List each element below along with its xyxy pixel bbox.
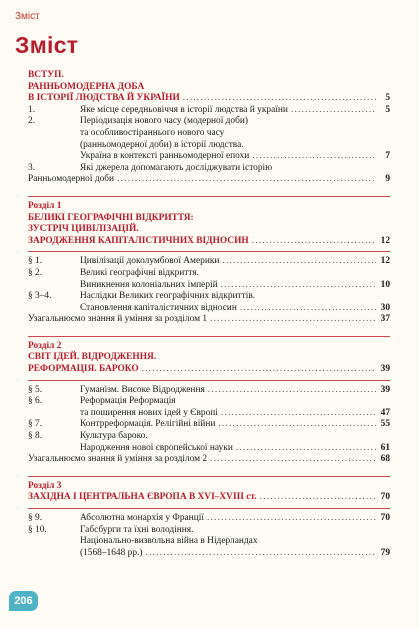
page-ref: 47	[380, 407, 390, 418]
section-heading	[28, 213, 390, 248]
table-of-contents	[28, 70, 390, 559]
divider-rule	[28, 380, 390, 381]
entry-number: 2.	[28, 116, 36, 127]
toc-entry	[28, 116, 390, 162]
page-ref: 39	[380, 384, 390, 395]
leader-dots	[210, 314, 376, 326]
entry-line: (ранньомодерної доби) в історії людства.	[80, 139, 244, 150]
entry-title: (1568–1648 рр.)	[80, 547, 143, 558]
leader-dots	[146, 548, 377, 560]
section-heading-text: ЗАРОДЖЕННЯ КАПІТАЛІСТИЧНИХ ВІДНОСИН	[28, 235, 249, 246]
entry-title: Контрреформація. Релігійні війни	[80, 419, 216, 430]
leader-dots	[183, 93, 376, 105]
toc-entry	[28, 396, 390, 419]
entry-line: Реформація Реформація	[80, 396, 176, 407]
entry-line-last	[80, 256, 390, 268]
entry-number: 3.	[28, 162, 36, 173]
entry-number: § 5.	[28, 384, 43, 395]
divider-rule	[28, 508, 390, 509]
entry-body	[80, 525, 390, 560]
entry-body	[80, 396, 390, 419]
section-heading	[28, 352, 390, 375]
entry-number: 1.	[28, 104, 36, 115]
divider-rule	[28, 196, 390, 197]
divider-rule	[28, 476, 390, 477]
entry-line-last	[80, 548, 390, 560]
entry-number: § 9.	[28, 513, 43, 523]
toc-entry	[28, 385, 390, 397]
entry-title: Гуманізм. Високе Відродження	[80, 384, 205, 395]
leader-dots	[260, 492, 376, 504]
entry-line-last	[80, 513, 390, 525]
section-heading-line: ВСТУП.	[28, 70, 64, 80]
leader-dots	[221, 280, 376, 292]
toc-entry	[28, 431, 390, 454]
page-ref: 37	[380, 314, 390, 325]
entry-number: § 3–4.	[28, 291, 52, 302]
page-ref: 12	[380, 235, 390, 246]
leader-dots	[117, 174, 376, 186]
entry-title: Україна в контексті ранньомодерної епохи	[80, 151, 250, 162]
page-ref: 12	[380, 256, 390, 267]
leader-dots	[210, 454, 376, 466]
leader-dots	[221, 408, 376, 420]
entry-body	[80, 291, 390, 314]
section-heading-line: ЗУСТРІЧ ЦИВІЛІЗАЦІЙ.	[28, 224, 139, 235]
toc-entry	[28, 513, 390, 525]
page-number-badge: 206	[9, 591, 38, 611]
line-text: Узагальнюємо знання й уміння за розділом 2	[28, 454, 208, 465]
leader-dots	[236, 443, 376, 455]
entry-line-last	[80, 419, 390, 431]
entry-body	[80, 105, 390, 117]
page-ref: 70	[380, 492, 390, 503]
spacer	[28, 326, 390, 332]
section-heading-text: В ІСТОРІЇ ЛЮДСТВА Й УКРАЇНИ	[28, 93, 180, 104]
leader-dots	[218, 419, 376, 431]
toc-entry	[28, 105, 390, 117]
toc-entry	[28, 291, 390, 314]
divider-rule	[28, 251, 390, 252]
entry-number: § 10.	[28, 524, 47, 535]
section-heading-line: СВІТ ІДЕЙ. ВІДРОДЖЕННЯ.	[28, 352, 157, 363]
page-ref: 5	[385, 93, 390, 104]
entry-body	[80, 256, 390, 268]
entry-line: Національно-визвольна війна в Нідерландах	[80, 536, 258, 547]
page-ref: 68	[380, 454, 390, 465]
entry-number: § 6.	[28, 396, 43, 407]
leader-dots	[208, 385, 376, 397]
section-heading-text: ЗАХІДНА І ЦЕНТРАЛЬНА ЄВРОПА В XVI–XVIII ст.	[28, 492, 257, 503]
line-text: Ранньомодерної доби	[28, 174, 115, 185]
intro-tail-line	[28, 174, 390, 186]
running-head: Зміст	[15, 11, 40, 22]
section-heading-last-line	[28, 492, 390, 504]
section-heading-line: БЕЛИКІ ГЕОГРАФІЧНІ ВІДКРИТТЯ:	[28, 212, 194, 223]
page-ref: 5	[385, 104, 390, 115]
entry-line-last	[80, 303, 390, 315]
page-ref: 39	[380, 364, 390, 375]
entry-title: Народження нової європейської науки	[80, 442, 233, 453]
section-heading-last-line	[28, 236, 390, 248]
entry-line: та особливостіраннього нового часу	[80, 127, 225, 138]
section-summary	[28, 454, 390, 466]
toc-entry	[28, 256, 390, 268]
entry-title: Цивілізації доколумбової Америки	[80, 256, 220, 267]
section-label: Розділ 2	[28, 340, 62, 351]
entry-line: Габсбурги та їхні володіння.	[80, 524, 194, 535]
section-label: Розділ 1	[28, 200, 62, 211]
entry-body	[80, 116, 390, 162]
entry-title: Абсолютна монархія у Франції	[80, 513, 204, 523]
entry-line: Культура бароко.	[80, 431, 148, 442]
entry-body	[80, 385, 390, 397]
line-text: Узагальнюємо знання й уміння за розділом 1	[28, 314, 208, 325]
entry-line-last	[80, 408, 390, 420]
intro-heading	[28, 70, 390, 105]
entry-title: Становлення капіталістичних відносин	[80, 302, 237, 313]
page-ref: 10	[380, 279, 390, 290]
section-summary	[28, 314, 390, 326]
entry-body	[80, 513, 390, 525]
section-heading-text: РЕФОРМАЦІЯ. БАРОКО	[28, 364, 139, 375]
leader-dots	[291, 105, 376, 117]
entry-line: Періодизація нового часу (модерної доби)	[80, 116, 249, 127]
entry-body	[80, 163, 390, 175]
page-ref: 61	[380, 442, 390, 453]
leader-dots	[252, 236, 376, 248]
spacer	[28, 186, 390, 192]
leader-dots	[240, 303, 376, 315]
section-heading	[28, 492, 390, 504]
leader-dots	[222, 256, 376, 268]
entry-number: § 7.	[28, 419, 43, 430]
toc-entry	[28, 419, 390, 431]
leader-dots	[142, 364, 376, 376]
leader-dots	[252, 151, 376, 163]
page-ref: 7	[385, 151, 390, 162]
page-ref: 30	[380, 302, 390, 313]
entry-line: Які джерела допомагають досліджувати історію	[80, 162, 273, 173]
entry-number: § 1.	[28, 256, 43, 267]
entry-line-last	[80, 443, 390, 455]
divider-rule	[28, 336, 390, 337]
page-ref: 55	[380, 419, 390, 430]
section-label: Розділ 3	[28, 480, 62, 491]
entry-title: Виникнення колоніальних імперій	[80, 279, 218, 290]
entry-line-last	[80, 280, 390, 292]
entry-number: § 8.	[28, 431, 43, 442]
entry-title: Яке місце середньовіччя в історії людства й україни	[80, 104, 288, 115]
entry-line: Великі географічні відкриття.	[80, 267, 200, 278]
entry-body	[80, 431, 390, 454]
entry-line-last	[80, 151, 390, 163]
section-heading-last-line	[28, 93, 390, 105]
page-ref: 70	[380, 513, 390, 523]
entry-line-last	[80, 105, 390, 117]
leader-dots	[207, 513, 376, 525]
entry-body	[80, 419, 390, 431]
toc-entry	[28, 268, 390, 291]
entry-line: Наслідки Великих географічних відкриттів.	[80, 291, 256, 302]
section-heading-line: РАННЬОМОДЕРНА ДОБА	[28, 81, 145, 92]
page-ref: 9	[385, 174, 390, 185]
entry-line-last	[80, 385, 390, 397]
entry-title: та поширення нових ідей у Європі	[80, 407, 218, 418]
toc-entry	[28, 163, 390, 175]
entry-body	[80, 268, 390, 291]
page-ref: 79	[380, 547, 390, 558]
toc-entry	[28, 525, 390, 560]
spacer	[28, 466, 390, 472]
entry-number: § 2.	[28, 267, 43, 278]
section-heading-last-line	[28, 364, 390, 376]
page-title: Зміст	[15, 32, 79, 58]
